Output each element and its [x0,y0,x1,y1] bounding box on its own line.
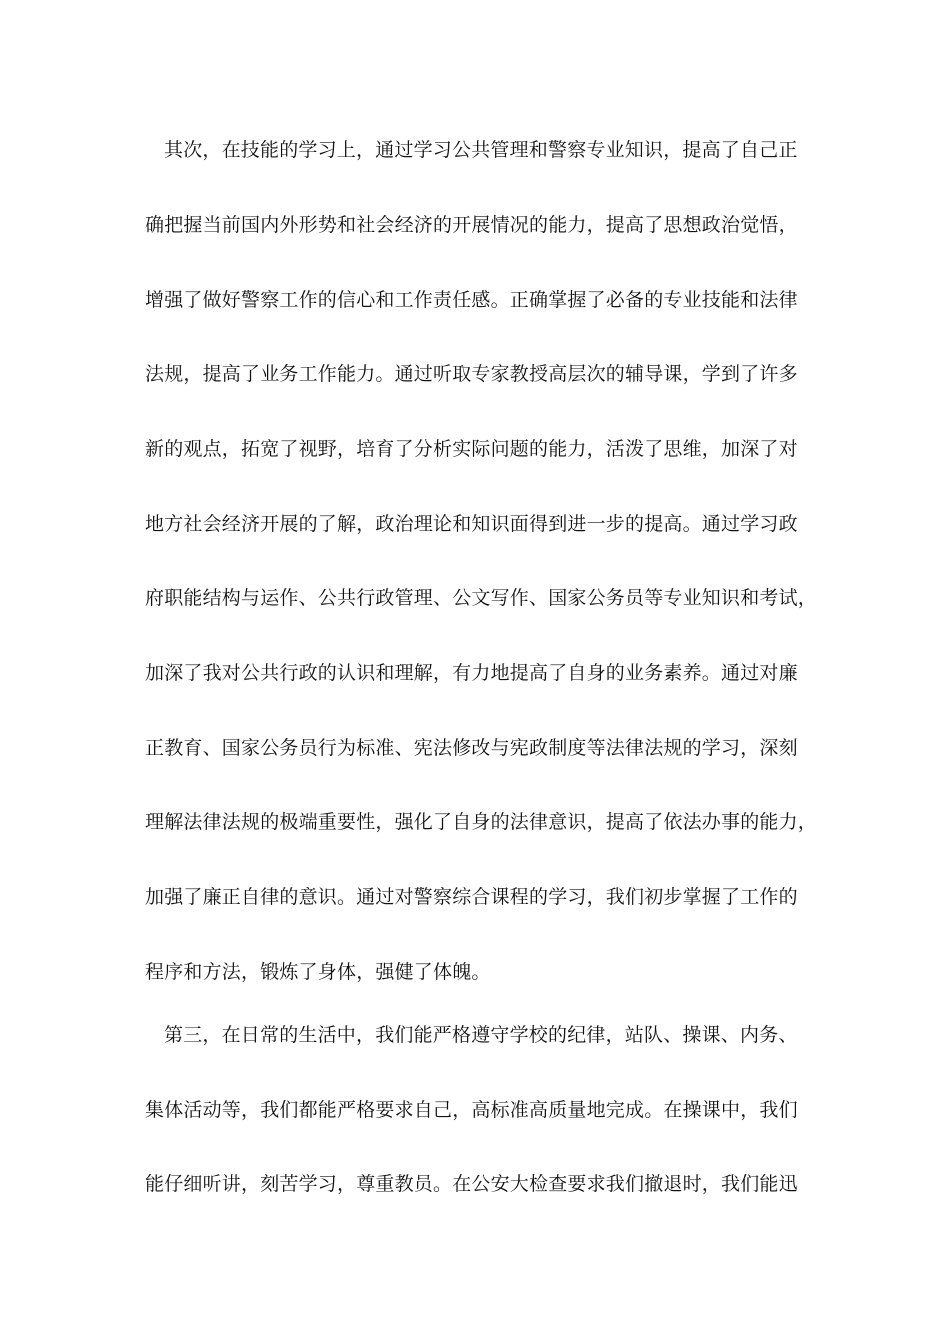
paragraph-line: 确把握当前国内外形势和社会经济的开展情况的能力，提高了思想政治觉悟， [145,214,798,236]
paragraph-line: 地方社会经济开展的了解，政治理论和知识面得到进一步的提高。通过学习政 [145,513,798,535]
paragraph-line: 法规，提高了业务工作能力。通过听取专家教授高层次的辅导课，学到了许多 [145,363,798,385]
paragraph-line: 程序和方法，锻炼了身体，强健了体魄。 [145,961,491,983]
paragraph-line: 加强了廉正自律的意识。通过对警察综合课程的学习，我们初步掌握了工作的 [145,886,798,908]
paragraph-line: 能仔细听讲，刻苦学习，尊重教员。在公安大检查要求我们撤退时，我们能迅 [145,1173,798,1195]
paragraph-line: 第三，在日常的生活中，我们能严格遵守学校的纪律，站队、操课、内务、 [164,1024,798,1046]
paragraph-line: 增强了做好警察工作的信心和工作责任感。正确掌握了必备的专业技能和法律 [145,289,798,311]
paragraph-line: 加深了我对公共行政的认识和理解，有力地提高了自身的业务素养。通过对廉 [145,662,798,684]
paragraph-line: 新的观点，拓宽了视野，培育了分析实际问题的能力，活泼了思维，加深了对 [145,438,798,460]
paragraph-line: 正教育、国家公务员行为标准、宪法修改与宪政制度等法律法规的学习，深刻 [145,737,798,759]
paragraph-line: 其次，在技能的学习上，通过学习公共管理和警察专业知识，提高了自己正 [164,139,798,161]
paragraph-line: 府职能结构与运作、公共行政管理、公文写作、国家公务员等专业知识和考试， [145,587,818,609]
paragraph-line: 集体活动等，我们都能严格要求自己，高标准高质量地完成。在操课中，我们 [145,1099,798,1121]
paragraph-line: 理解法律法规的极端重要性，强化了自身的法律意识，提高了依法办事的能力， [145,811,818,833]
